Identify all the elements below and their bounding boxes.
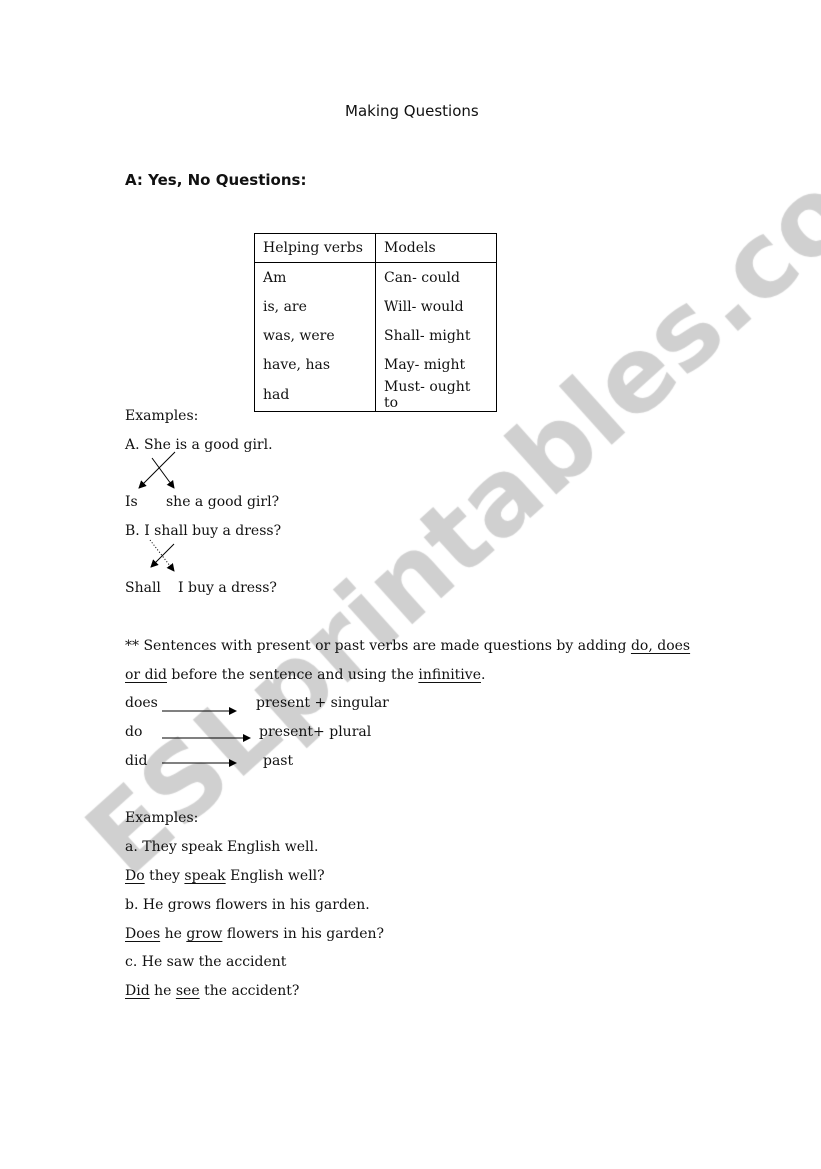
question-text: the accident?	[199, 983, 300, 999]
examples-label: Examples:	[125, 408, 199, 424]
page-title: Making Questions	[345, 102, 479, 120]
example-b-q2: I buy a dress?	[178, 580, 277, 596]
cell: Must- ought to	[376, 379, 497, 412]
question-verb: see	[175, 983, 200, 999]
table-header: Models	[376, 234, 497, 263]
example-statement: b. He grows flowers in his garden.	[125, 897, 370, 913]
question-text: he	[149, 983, 176, 999]
note-text: .	[480, 667, 486, 683]
table-header: Helping verbs	[255, 234, 376, 263]
note-text: before the sentence and using the	[166, 667, 419, 683]
cell: Can- could	[376, 263, 497, 293]
question-verb: speak	[184, 868, 226, 884]
note-underlined: infinitive	[418, 667, 481, 683]
question-text: English well?	[225, 868, 325, 884]
cell: was, were	[255, 321, 376, 350]
mapping-word: do	[125, 724, 143, 740]
cell: is, are	[255, 292, 376, 321]
cell: May- might	[376, 350, 497, 379]
question-verb: grow	[186, 926, 223, 942]
example-a-q2: she a good girl?	[166, 494, 280, 510]
cell: have, has	[255, 350, 376, 379]
note-underlined: do, does	[630, 638, 691, 654]
mapping-meaning: past	[263, 753, 294, 769]
cell: Am	[255, 263, 376, 293]
note-text: ** Sentences with present or past verbs are made questions by adding	[125, 638, 631, 654]
example-b: B. I shall buy a dress?	[125, 523, 282, 539]
section-heading: A: Yes, No Questions:	[125, 171, 307, 189]
example-statement: c. He saw the accident	[125, 954, 287, 970]
question-text: they	[144, 868, 185, 884]
example-a: A. She is a good girl.	[125, 437, 273, 453]
example-statement: a. They speak English well.	[125, 839, 319, 855]
mapping-word: does	[125, 695, 158, 711]
mapping-meaning: present + singular	[256, 695, 389, 711]
question-auxiliary: Do	[125, 868, 145, 884]
note-underlined: or did	[125, 667, 167, 683]
example-b-q1: Shall	[125, 580, 161, 596]
question-auxiliary: Did	[125, 983, 150, 999]
example-a-q1: Is	[125, 494, 138, 510]
cell: Will- would	[376, 292, 497, 321]
examples-label: Examples:	[125, 810, 199, 826]
mapping-meaning: present+ plural	[259, 724, 372, 740]
swap-arrow-icon	[152, 458, 174, 488]
cell: Shall- might	[376, 321, 497, 350]
question-auxiliary: Does	[125, 926, 161, 942]
cell: had	[255, 379, 376, 412]
question-text: he	[160, 926, 187, 942]
swap-arrow-icon	[151, 544, 174, 567]
question-text: flowers in his garden?	[222, 926, 385, 942]
mapping-word: did	[125, 753, 148, 769]
